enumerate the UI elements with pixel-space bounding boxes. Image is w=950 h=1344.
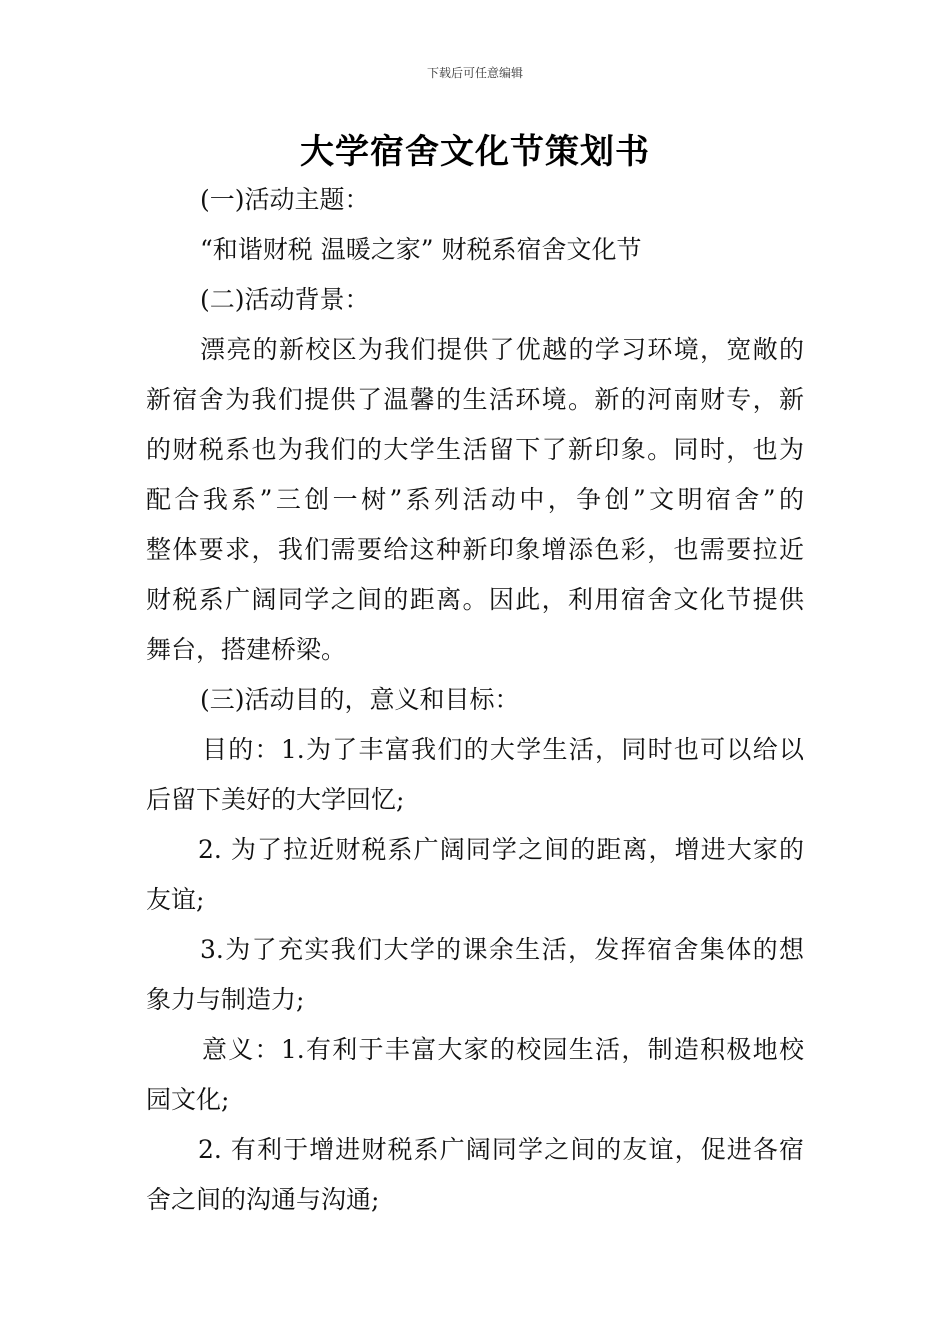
paragraph-line: 意义：1.有利于丰富大家的校园生活，制造积极地校: [202, 1035, 804, 1064]
section-heading-purpose: (三)活动目的，意义和目标：: [200, 685, 520, 714]
paragraph-line: 象力与制造力;: [146, 985, 305, 1014]
document-title: 大学宿舍文化节策划书: [300, 132, 650, 172]
paragraph-line: 配合我系”三创一树”系列活动中，争创”文明宿舍”的: [146, 485, 804, 514]
paragraph-line: 财税系广阔同学之间的距离。因此，利用宿舍文化节提供: [146, 585, 804, 614]
paragraph-line: 的财税系也为我们的大学生活留下了新印象。同时，也为: [146, 435, 804, 464]
paragraph-line: 舍之间的沟通与沟通;: [146, 1185, 380, 1214]
paragraph-line: 2. 为了拉近财税系广阔同学之间的距离，增进大家的: [198, 835, 804, 864]
paragraph-line: 2. 有利于增进财税系广阔同学之间的友谊，促进各宿: [198, 1135, 804, 1164]
paragraph-line: 目的：1.为了丰富我们的大学生活，同时也可以给以: [202, 735, 804, 764]
paragraph-line: 后留下美好的大学回忆;: [146, 785, 405, 814]
paragraph-line: 3.为了充实我们大学的课余生活，发挥宿舍集体的想: [200, 935, 804, 964]
paragraph-line: 园文化;: [146, 1085, 230, 1114]
section-heading-theme: (一)活动主题：: [200, 185, 370, 214]
paragraph-line: 友谊;: [146, 885, 205, 914]
paragraph-line: 舞台，搭建桥梁。: [146, 635, 347, 664]
paragraph-line: 整体要求，我们需要给这种新印象增添色彩，也需要拉近: [146, 535, 804, 564]
paragraph-line: 漂亮的新校区为我们提供了优越的学习环境，宽敞的: [200, 335, 804, 364]
section-heading-background: (二)活动背景：: [200, 285, 370, 314]
page-header-note: 下载后可任意编辑: [426, 66, 523, 80]
paragraph-line: “和谐财税 温暖之家” 财税系宿舍文化节: [200, 235, 642, 264]
paragraph-line: 新宿舍为我们提供了温馨的生活环境。新的河南财专，新: [146, 385, 804, 414]
